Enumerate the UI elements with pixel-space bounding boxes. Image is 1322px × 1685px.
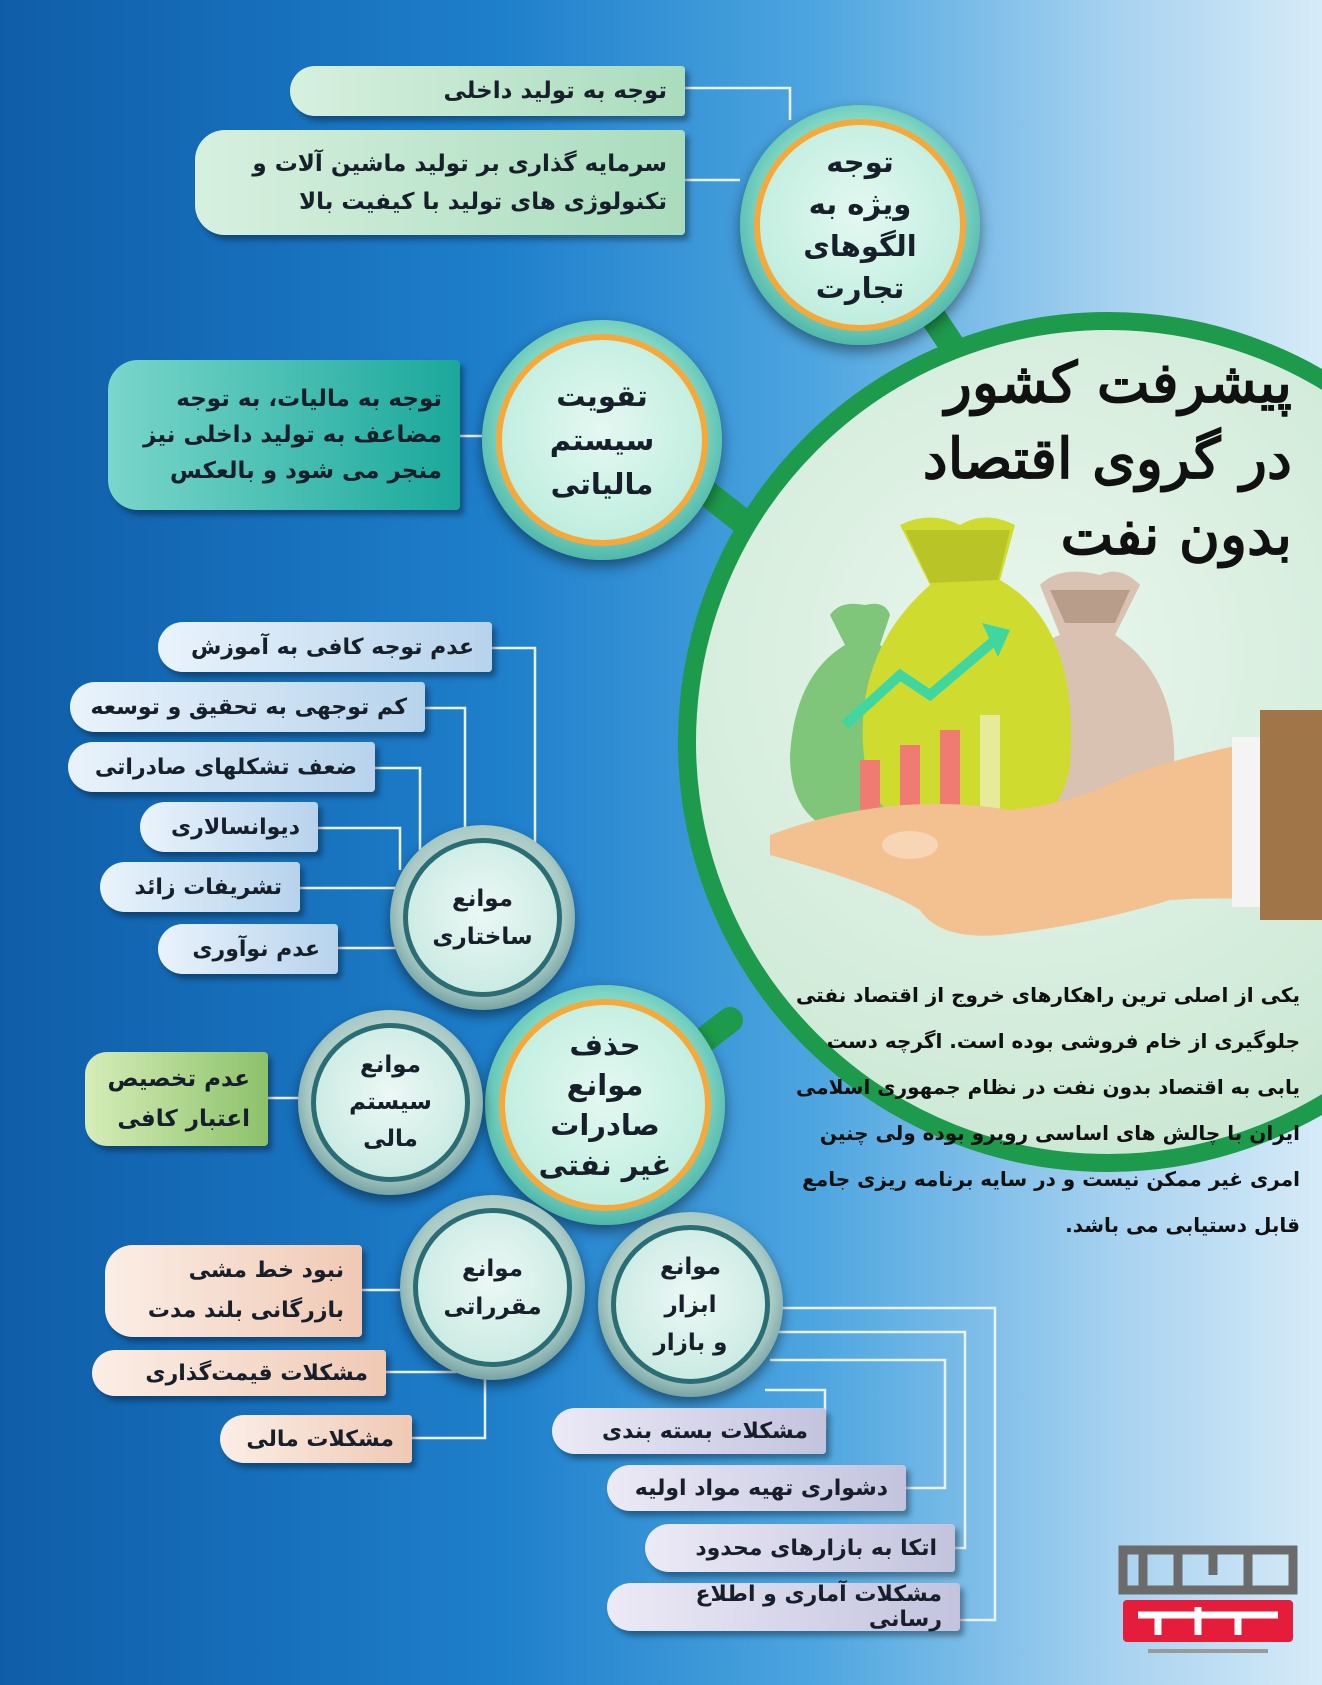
market-item-limited-markets xyxy=(645,1524,955,1572)
market-item-raw-materials xyxy=(607,1465,906,1511)
structural-item-label: ضعف تشکلهای صادراتی xyxy=(94,754,357,780)
export-barriers-label: حذف موانع صادرات غیر نفتی xyxy=(538,1028,672,1182)
market-barriers-label: موانع ابزار و بازار xyxy=(653,1253,728,1356)
market-item-packaging xyxy=(552,1408,826,1454)
regulatory-item-financial xyxy=(220,1415,412,1463)
business-item-label: سرمایه گذاری بر تولید ماشین آلات و تکنولوژی های تولید با کیفیت بالا xyxy=(252,150,667,215)
description-text: یکی از اصلی ترین راهکارهای خروج از اقتصاد نفتی جلوگیری از خام فروشی بوده است. اگرچه دست یابی به اقتصاد بدون نفت در نظام جمهوری اسلامی ایران با چالش های اساسی روبرو بوده ولی چنین امری غیر ممکن نیست و در سایه برنامه ریزی جامع قابل دستیابی می باشد. xyxy=(795,983,1300,1237)
structural-barriers-circle xyxy=(390,825,575,1010)
market-item-label: مشکلات آماری و اطلاع رسانی xyxy=(695,1582,942,1632)
business-item-investment xyxy=(195,130,685,235)
market-item-label: دشواری تهیه مواد اولیه xyxy=(634,1475,888,1501)
structural-barriers-label: موانع ساختاری xyxy=(432,885,533,950)
market-item-label: مشکلات بسته بندی xyxy=(601,1418,808,1444)
export-barriers-circle xyxy=(485,985,725,1225)
page-title: پیشرفت کشور در گروی اقتصاد بدون نفت xyxy=(922,350,1292,568)
financial-item-credit xyxy=(85,1052,268,1146)
structural-item-label: تشریفات زائد xyxy=(134,874,282,900)
structural-item-research xyxy=(70,682,425,732)
financial-barriers-label: موانع سیستم مالی xyxy=(349,1052,432,1152)
regulatory-item-pricing xyxy=(92,1350,386,1396)
regulatory-barriers-label: موانع مقرراتی xyxy=(443,1255,542,1320)
market-item-statistics xyxy=(607,1583,960,1631)
structural-item-innovation xyxy=(158,924,338,974)
regulatory-item-label: مشکلات قیمت‌گذاری xyxy=(145,1360,368,1386)
structural-item-label: دیوانسالاری xyxy=(170,814,300,840)
structural-item-label: کم توجهی به تحقیق و توسعه xyxy=(90,694,407,720)
market-item-label: اتکا به بازارهای محدود xyxy=(695,1535,937,1561)
regulatory-item-label: مشکلات مالی xyxy=(246,1426,394,1452)
financial-item-label: عدم تخصیص اعتبار کافی xyxy=(107,1066,250,1132)
structural-item-formalities xyxy=(100,862,300,912)
market-barriers-circle xyxy=(598,1212,783,1397)
tax-system-circle xyxy=(482,320,722,560)
money-bags-hand-illustration xyxy=(770,505,1322,965)
brand-logo xyxy=(1118,1545,1298,1665)
structural-item-bureaucracy xyxy=(140,802,318,852)
business-models-circle xyxy=(740,105,980,345)
business-models-label: توجه ویژه به الگوهای تجارت xyxy=(803,145,917,305)
regulatory-item-policy xyxy=(105,1245,362,1337)
structural-item-education xyxy=(158,622,492,672)
tax-system-item-label: توجه به مالیات، به توجه مضاعف به تولید داخلی نیز منجر می شود و بالعکس xyxy=(143,386,442,484)
structural-item-label: عدم نوآوری xyxy=(192,936,320,962)
regulatory-item-label: نبود خط مشی بازرگانی بلند مدت xyxy=(147,1258,344,1323)
regulatory-barriers-circle xyxy=(400,1195,585,1380)
tax-system-item xyxy=(108,360,460,510)
structural-item-export-orgs xyxy=(68,742,375,792)
business-item-domestic-production xyxy=(290,66,685,116)
structural-item-label: عدم توجه کافی به آموزش xyxy=(190,634,474,660)
tax-system-label: تقویت سیستم مالیاتی xyxy=(549,379,655,501)
financial-barriers-circle xyxy=(298,1010,483,1195)
business-item-label: توجه به تولید داخلی xyxy=(443,78,667,104)
